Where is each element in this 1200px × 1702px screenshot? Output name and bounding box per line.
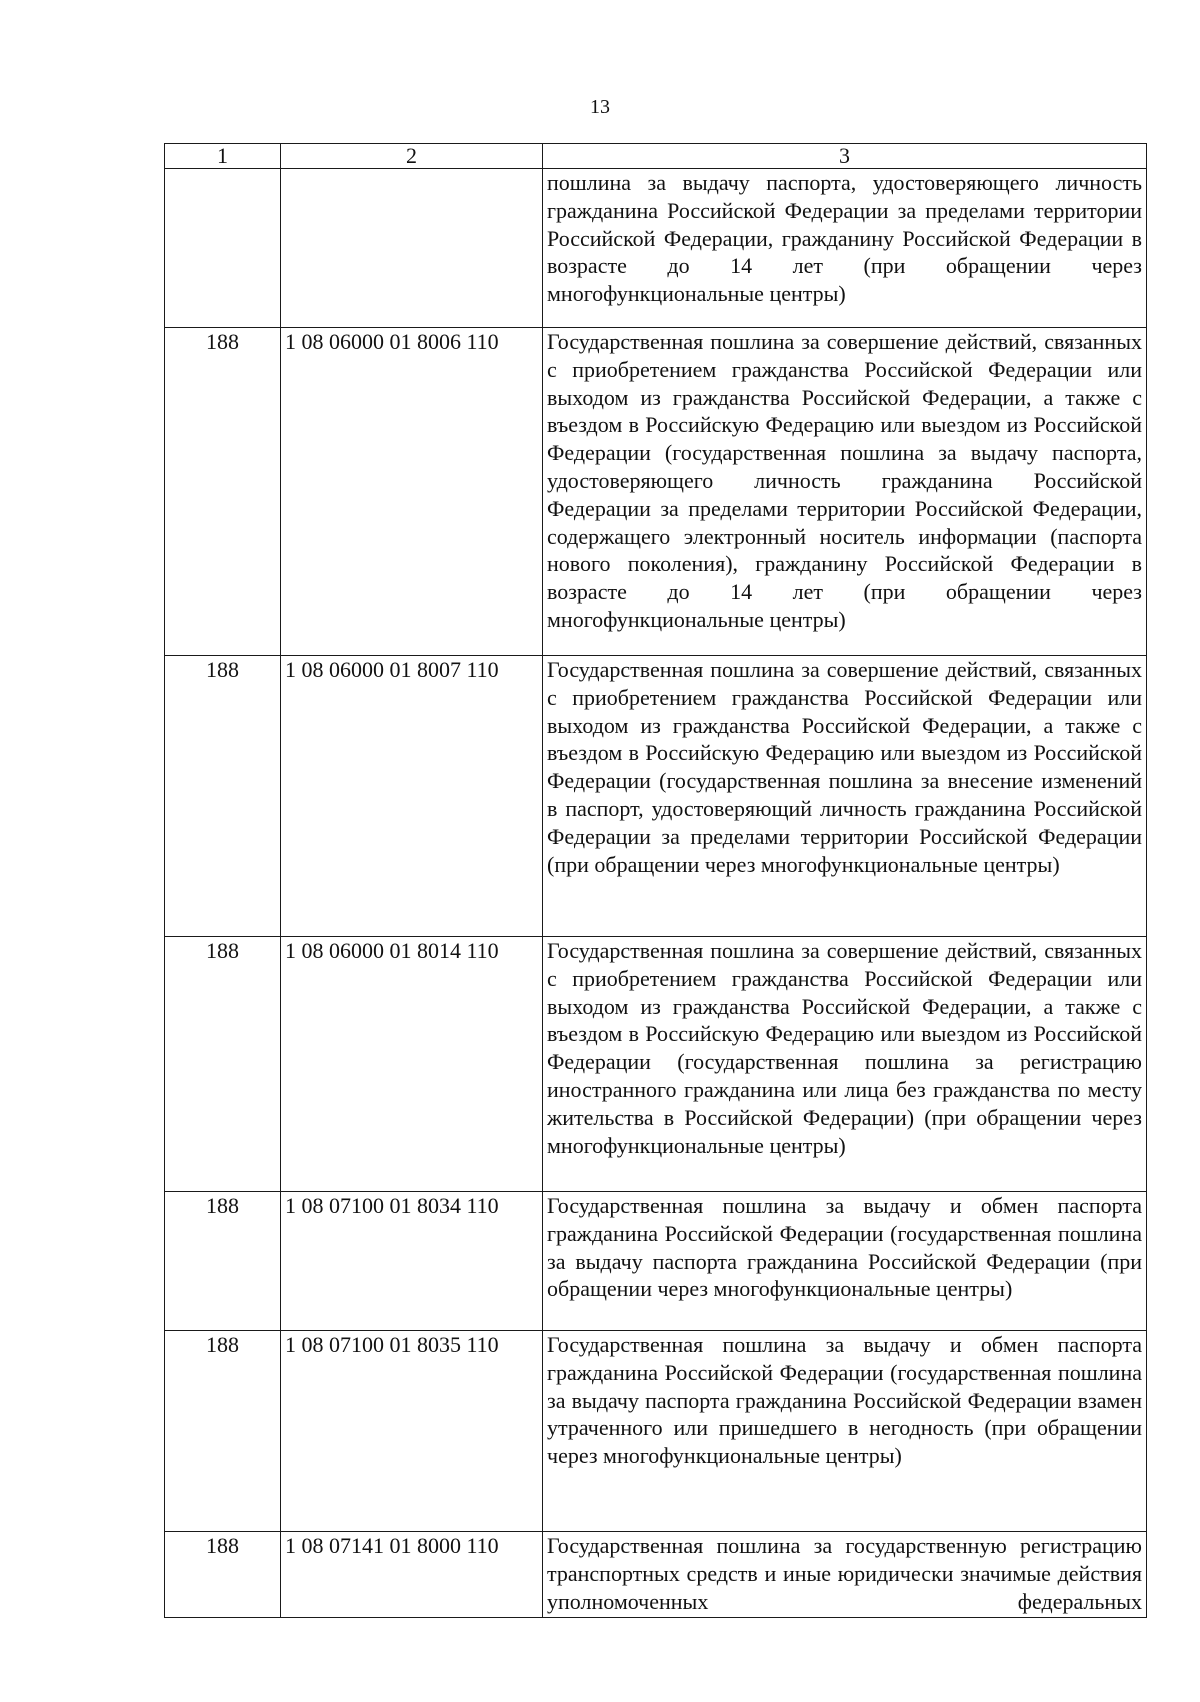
description-cell: Государственная пошлина за совершение действий, связанных с приобретением гражданства Российской Федерации или выходом из гражданства Российской Федерации, а также с въездом в Российскую Федерацию или выездом из Российской Федерации (государственная пошлина за регистрацию иностранного гражданина или лица без гражданства по месту жительства в Российской Федерации) (при обращении через многофункциональные центры) (543, 937, 1147, 1192)
kbk-cell: 1 08 06000 01 8014 110 (281, 937, 543, 1192)
header-col-3: 3 (543, 144, 1147, 169)
description-cell: Государственная пошлина за выдачу и обмен паспорта гражданина Российской Федерации (государственная пошлина за выдачу паспорта гражданина Российской Федерации взамен утраченного или пришедшего в негодность (при обращении через многофункциональные центры) (543, 1331, 1147, 1532)
kbk-cell: 1 08 07100 01 8034 110 (281, 1192, 543, 1331)
table-header-row (165, 144, 1147, 169)
header-col-1: 1 (165, 144, 281, 169)
table-row (165, 1192, 1147, 1331)
description-cell: Государственная пошлина за выдачу и обмен паспорта гражданина Российской Федерации (государственная пошлина за выдачу паспорта гражданина Российской Федерации (при обращении через многофункциональные центры) (543, 1192, 1147, 1331)
admin-code-cell (165, 169, 281, 328)
fee-table (164, 143, 1147, 1618)
admin-code-cell: 188 (165, 1331, 281, 1532)
description-cell: Государственная пошлина за государственную регистрацию транспортных средств и иные юридически значимые действия уполномоченных федеральных (543, 1532, 1147, 1618)
header-col-2: 2 (281, 144, 543, 169)
admin-code-cell: 188 (165, 937, 281, 1192)
kbk-cell: 1 08 06000 01 8007 110 (281, 656, 543, 937)
kbk-cell (281, 169, 543, 328)
table-row (165, 328, 1147, 656)
table-row (165, 169, 1147, 328)
admin-code-cell: 188 (165, 656, 281, 937)
kbk-cell: 1 08 07100 01 8035 110 (281, 1331, 543, 1532)
admin-code-cell: 188 (165, 1192, 281, 1331)
kbk-cell: 1 08 07141 01 8000 110 (281, 1532, 543, 1618)
table-row (165, 1532, 1147, 1618)
description-cell: Государственная пошлина за совершение действий, связанных с приобретением гражданства Российской Федерации или выходом из гражданства Российской Федерации, а также с въездом в Российскую Федерацию или выездом из Российской Федерации (государственная пошлина за внесение изменений в паспорт, удостоверяющий личность гражданина Российской Федерации за пределами территории Российской Федерации (при обращении через многофункциональные центры) (543, 656, 1147, 937)
page-number: 13 (590, 96, 610, 118)
description-cell: пошлина за выдачу паспорта, удостоверяющего личность гражданина Российской Федерации за пределами территории Российской Федерации, гражданину Российской Федерации в возрасте до 14 лет (при обращении через многофункциональные центры) (543, 169, 1147, 328)
admin-code-cell: 188 (165, 1532, 281, 1618)
description-cell: Государственная пошлина за совершение действий, связанных с приобретением гражданства Российской Федерации или выходом из гражданства Российской Федерации, а также с въездом в Российскую Федерацию или выездом из Российской Федерации (государственная пошлина за выдачу паспорта, удостоверяющего личность гражданина Российской Федерации за пределами территории Российской Федерации, содержащего электронный носитель информации (паспорта нового поколения), гражданину Российской Федерации в возрасте до 14 лет (при обращении через многофункциональные центры) (543, 328, 1147, 656)
table-row (165, 656, 1147, 937)
table-row (165, 1331, 1147, 1532)
kbk-cell: 1 08 06000 01 8006 110 (281, 328, 543, 656)
table-row (165, 937, 1147, 1192)
admin-code-cell: 188 (165, 328, 281, 656)
